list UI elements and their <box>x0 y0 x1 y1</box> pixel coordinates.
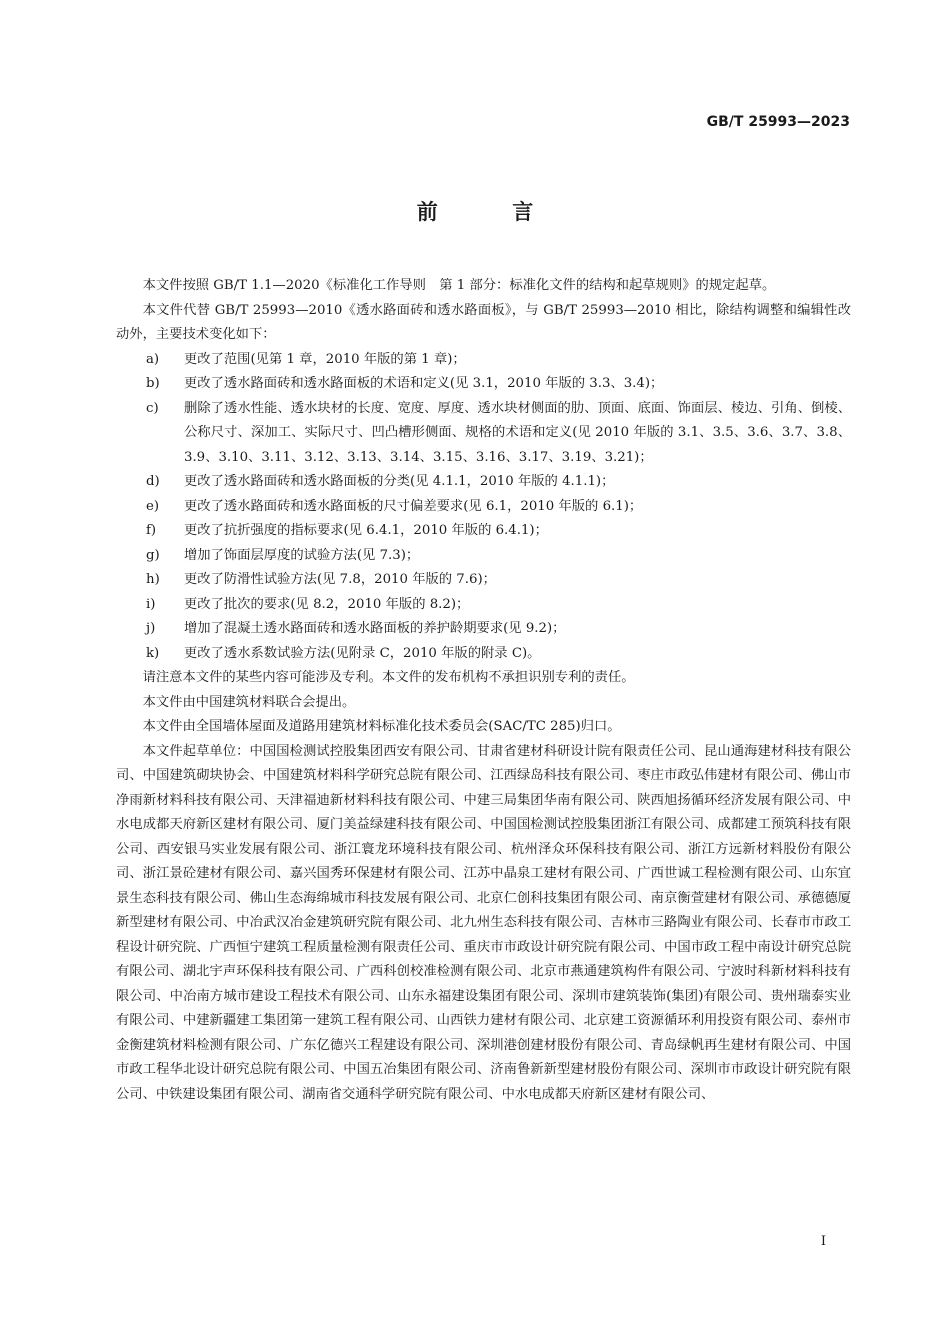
list-item-text: 更改了透水路面砖和透水路面板的尺寸偏差要求(见 6.1，2010 年版的 6.1)； <box>184 498 643 514</box>
list-marker: b) <box>146 376 160 391</box>
list-marker: j) <box>146 621 156 636</box>
page-number: I <box>820 1234 826 1249</box>
intro-paragraph: 本文件按照 GB/T 1.1—2020《标准化工作导则 第 1 部分：标准化文件的结构和起草规则》的规定起草。 <box>142 278 776 293</box>
list-marker: f) <box>146 523 157 538</box>
list-item <box>116 568 851 593</box>
list-item <box>116 642 851 667</box>
list-marker: k) <box>146 645 160 661</box>
committee-paragraph: 本文件由全国墙体屋面及道路用建筑材料标准化技术委员会(SAC/TC 285)归口。 <box>142 719 621 734</box>
list-marker: h) <box>146 572 160 587</box>
proposer-paragraph: 本文件由中国建筑材料联合会提出。 <box>142 694 356 710</box>
change-list <box>116 348 851 667</box>
list-marker: e) <box>146 498 160 514</box>
list-item <box>116 372 851 397</box>
list-marker: c) <box>146 400 159 416</box>
list-item <box>116 348 851 373</box>
drafting-units-paragraph: 本文件起草单位：中国国检测试控股集团西安有限公司、甘肃省建材科研设计院有限责任公司、昆山通海建材科技有限公司、中国建筑砌块协会、中国建筑材料科学研究总院有限公司、江西绿岛科技有限公司、枣庄市政弘伟建材有限公司、佛山市净雨新材料科技有限公司、天津福迪新材料科技有限公司、中建三局集团华南有限公司、陕西旭扬循环经济发展有限公司、中水电成都天府新区建材有限公司、厦门美益绿建科技有限公司、中国国检测试控股集团浙江有限公司、成都建工预筑科技有限公司、西安银马实业发展有限公司、浙江寰龙环境科技有限公司、杭州泽众环保科技有限公司、浙江方远新材料股份有限公司、浙江景砼建材有限公司、嘉兴国秀环保建材有限公司、江苏中晶泉工建材有限公司、广西世诚工程检测有限公司、山东宜景生态科技有限公司、佛山生态海绵城市科技发展有限公司、北京仁创科技集团有限公司、南京衡萱建材有限公司、承德德厦新型建材有限公司、中冶武汉冶金建筑研究院有限公司、北九州生态科技有限公司、吉林市三路陶业有限公司、长春市市政工程设计研究院、广西恒宁建筑工程质量检测有限责任公司、重庆市市政设计研究院有限公司、中国市政工程中南设计研究总院有限公司、湖北宇声环保科技有限公司、广西科创校准检测有限公司、北京市燕通建筑构件有限公司、宁波时科新材料科技有限公司、中冶南方城市建设工程技术有限公司、山东永福建设集团有限公司、深圳市建筑装饰(集团)有限公司、贵州瑞泰实业有限公司、中建新疆建工集团第一建筑工程有限公司、山西铁力建材有限公司、北京建工资源循环利用投资有限公司、泰州市金衡建筑材料检测有限公司、广东亿德兴工程建设有限公司、深圳港创建材股份有限公司、青岛绿帆再生建材有限公司、中国市政工程华北设计研究总院有限公司、中国五冶集团有限公司、济南鲁新新型建材股份有限公司、深圳市市政设计研究院有限公司、中铁建设集团有限公司、湖南省交通科学研究院有限公司、中水电成都天府新区建材有限公司、 <box>116 743 851 1102</box>
list-item <box>116 495 851 520</box>
list-marker: d) <box>146 474 160 489</box>
list-item-text: 更改了防滑性试验方法(见 7.8，2010 年版的 7.6)； <box>184 572 496 587</box>
list-marker: g) <box>146 547 160 563</box>
page-title: 前 言 <box>416 200 567 224</box>
list-item <box>116 519 851 544</box>
list-item-text: 更改了抗折强度的指标要求(见 6.4.1，2010 年版的 6.4.1)； <box>184 523 548 538</box>
standard-code: GB/T 25993—2023 <box>706 114 850 130</box>
list-item <box>116 617 851 642</box>
list-item-text: 更改了批次的要求(见 8.2，2010 年版的 8.2)； <box>184 596 470 612</box>
list-item-text: 增加了饰面层厚度的试验方法(见 7.3)； <box>184 547 420 563</box>
intro-paragraph: 本文件代替 GB/T 25993—2010《透水路面砖和透水路面板》，与 GB/T 25993—2010 相比，除结构调整和编辑性改动外，主要技术变化如下： <box>116 302 851 342</box>
list-item <box>116 544 851 569</box>
list-item-text: 更改了透水路面砖和透水路面板的术语和定义(见 3.1，2010 年版的 3.3、3.4)； <box>184 376 664 391</box>
document-body <box>116 274 851 1107</box>
list-item <box>116 397 851 471</box>
list-marker: i) <box>146 596 156 612</box>
list-item-text: 增加了混凝土透水路面砖和透水路面板的养护龄期要求(见 9.2)； <box>184 621 566 636</box>
list-item-text: 更改了范围(见第 1 章，2010 年版的第 1 章)； <box>184 351 466 367</box>
patent-notice: 请注意本文件的某些内容可能涉及专利。本文件的发布机构不承担识别专利的责任。 <box>142 670 635 685</box>
list-item-text: 删除了透水性能、透水块材的长度、宽度、厚度、透水块材侧面的肋、顶面、底面、饰面层、棱边、引角、倒棱、公称尺寸、深加工、实际尺寸、凹凸槽形侧面、规格的术语和定义(见 2010 年版的 3.1、3.5、3.6、3.7、3.8、3.9、3.10、3.11、3.12、3.13、3.14、3.15、3.16、3.17、3.19、3.21)； <box>184 400 851 465</box>
list-item <box>116 593 851 618</box>
list-marker: a) <box>146 351 160 367</box>
list-item-text: 更改了透水系数试验方法(见附录 C，2010 年版的附录 C)。 <box>184 645 541 661</box>
list-item-text: 更改了透水路面砖和透水路面板的分类(见 4.1.1，2010 年版的 4.1.1)； <box>184 474 615 489</box>
list-item <box>116 470 851 495</box>
